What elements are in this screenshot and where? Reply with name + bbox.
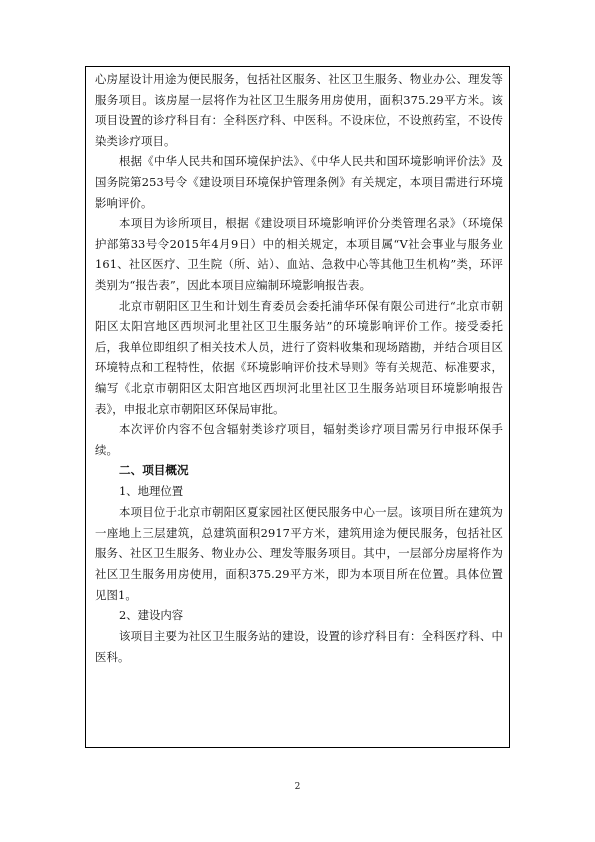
paragraph-construction: 该项目主要为社区卫生服务站的建设，设置的诊疗科目有：全科医疗科、中医科。 — [95, 629, 503, 664]
paragraph-commission: 北京市朝阳区卫生和计划生育委员会委托浦华环保有限公司进行“北京市朝阳区太阳宫地区西坝河北里社区卫生服务站”的环境影响评价工作。接受委托后，我单位即组织了相关技术人员，进行了资料收集和现场踏勘，并结合项目区环境特点和工程特性，依据《环境影响评价技术导则》等有关规范、标准要求，编写《北京市朝阳区太阳宫地区西坝河北里社区卫生服务站项目环境影响报告表》，申报北京市朝阳区环保局审批。 — [95, 298, 503, 416]
page-number: 2 — [294, 782, 301, 792]
subsection-title-construction: 2、建设内容 — [119, 608, 184, 623]
paragraph-location: 本项目位于北京市朝阳区夏家园社区便民服务中心一层。该项目所在建筑为一座地上三层建筑，总建筑面积2917平方米，建筑用途为便民服务，包括社区服务、社区卫生服务、物业办公、理发等服务项目。其中，一层部分房屋将作为社区卫生服务用房使用，面积375.29平方米，即为本项目所在位置。具体位置见图1。 — [95, 505, 503, 602]
section-title-project-overview: 二、项目概况 — [119, 463, 189, 478]
subsection-title-location: 1、地理位置 — [119, 484, 184, 499]
paragraph-classification: 本项目为诊所项目，根据《建设项目环境影响评价分类管理名录》（环境保护部第33号令2015年4月9日）中的相关规定，本项目属“V社会事业与服务业161、社区医疗、卫生院（所、站）、血站、急救中心等其他卫生机构”类，环评类别为“报告表”，因此本项目应编制环境影响报告表。 — [95, 216, 503, 292]
paragraph-building-use: 心房屋设计用途为便民服务，包括社区服务、社区卫生服务、物业办公、理发等服务项目。该房屋一层将作为社区卫生服务用房使用，面积375.29平方米。该项目设置的诊疗科目有：全科医疗科、中医科。不设床位，不设煎药室，不设传染类诊疗项目。 — [95, 72, 503, 148]
paragraph-legal-basis: 根据《中华人民共和国环境保护法》、《中华人民共和国环境影响评价法》及国务院第253号令《建设项目环境保护管理条例》有关规定，本项目需进行环境影响评价。 — [95, 154, 503, 210]
paragraph-scope-note: 本次评价内容不包含辐射类诊疗项目，辐射类诊疗项目需另行申报环保手续。 — [95, 422, 503, 457]
content-frame — [85, 66, 510, 748]
